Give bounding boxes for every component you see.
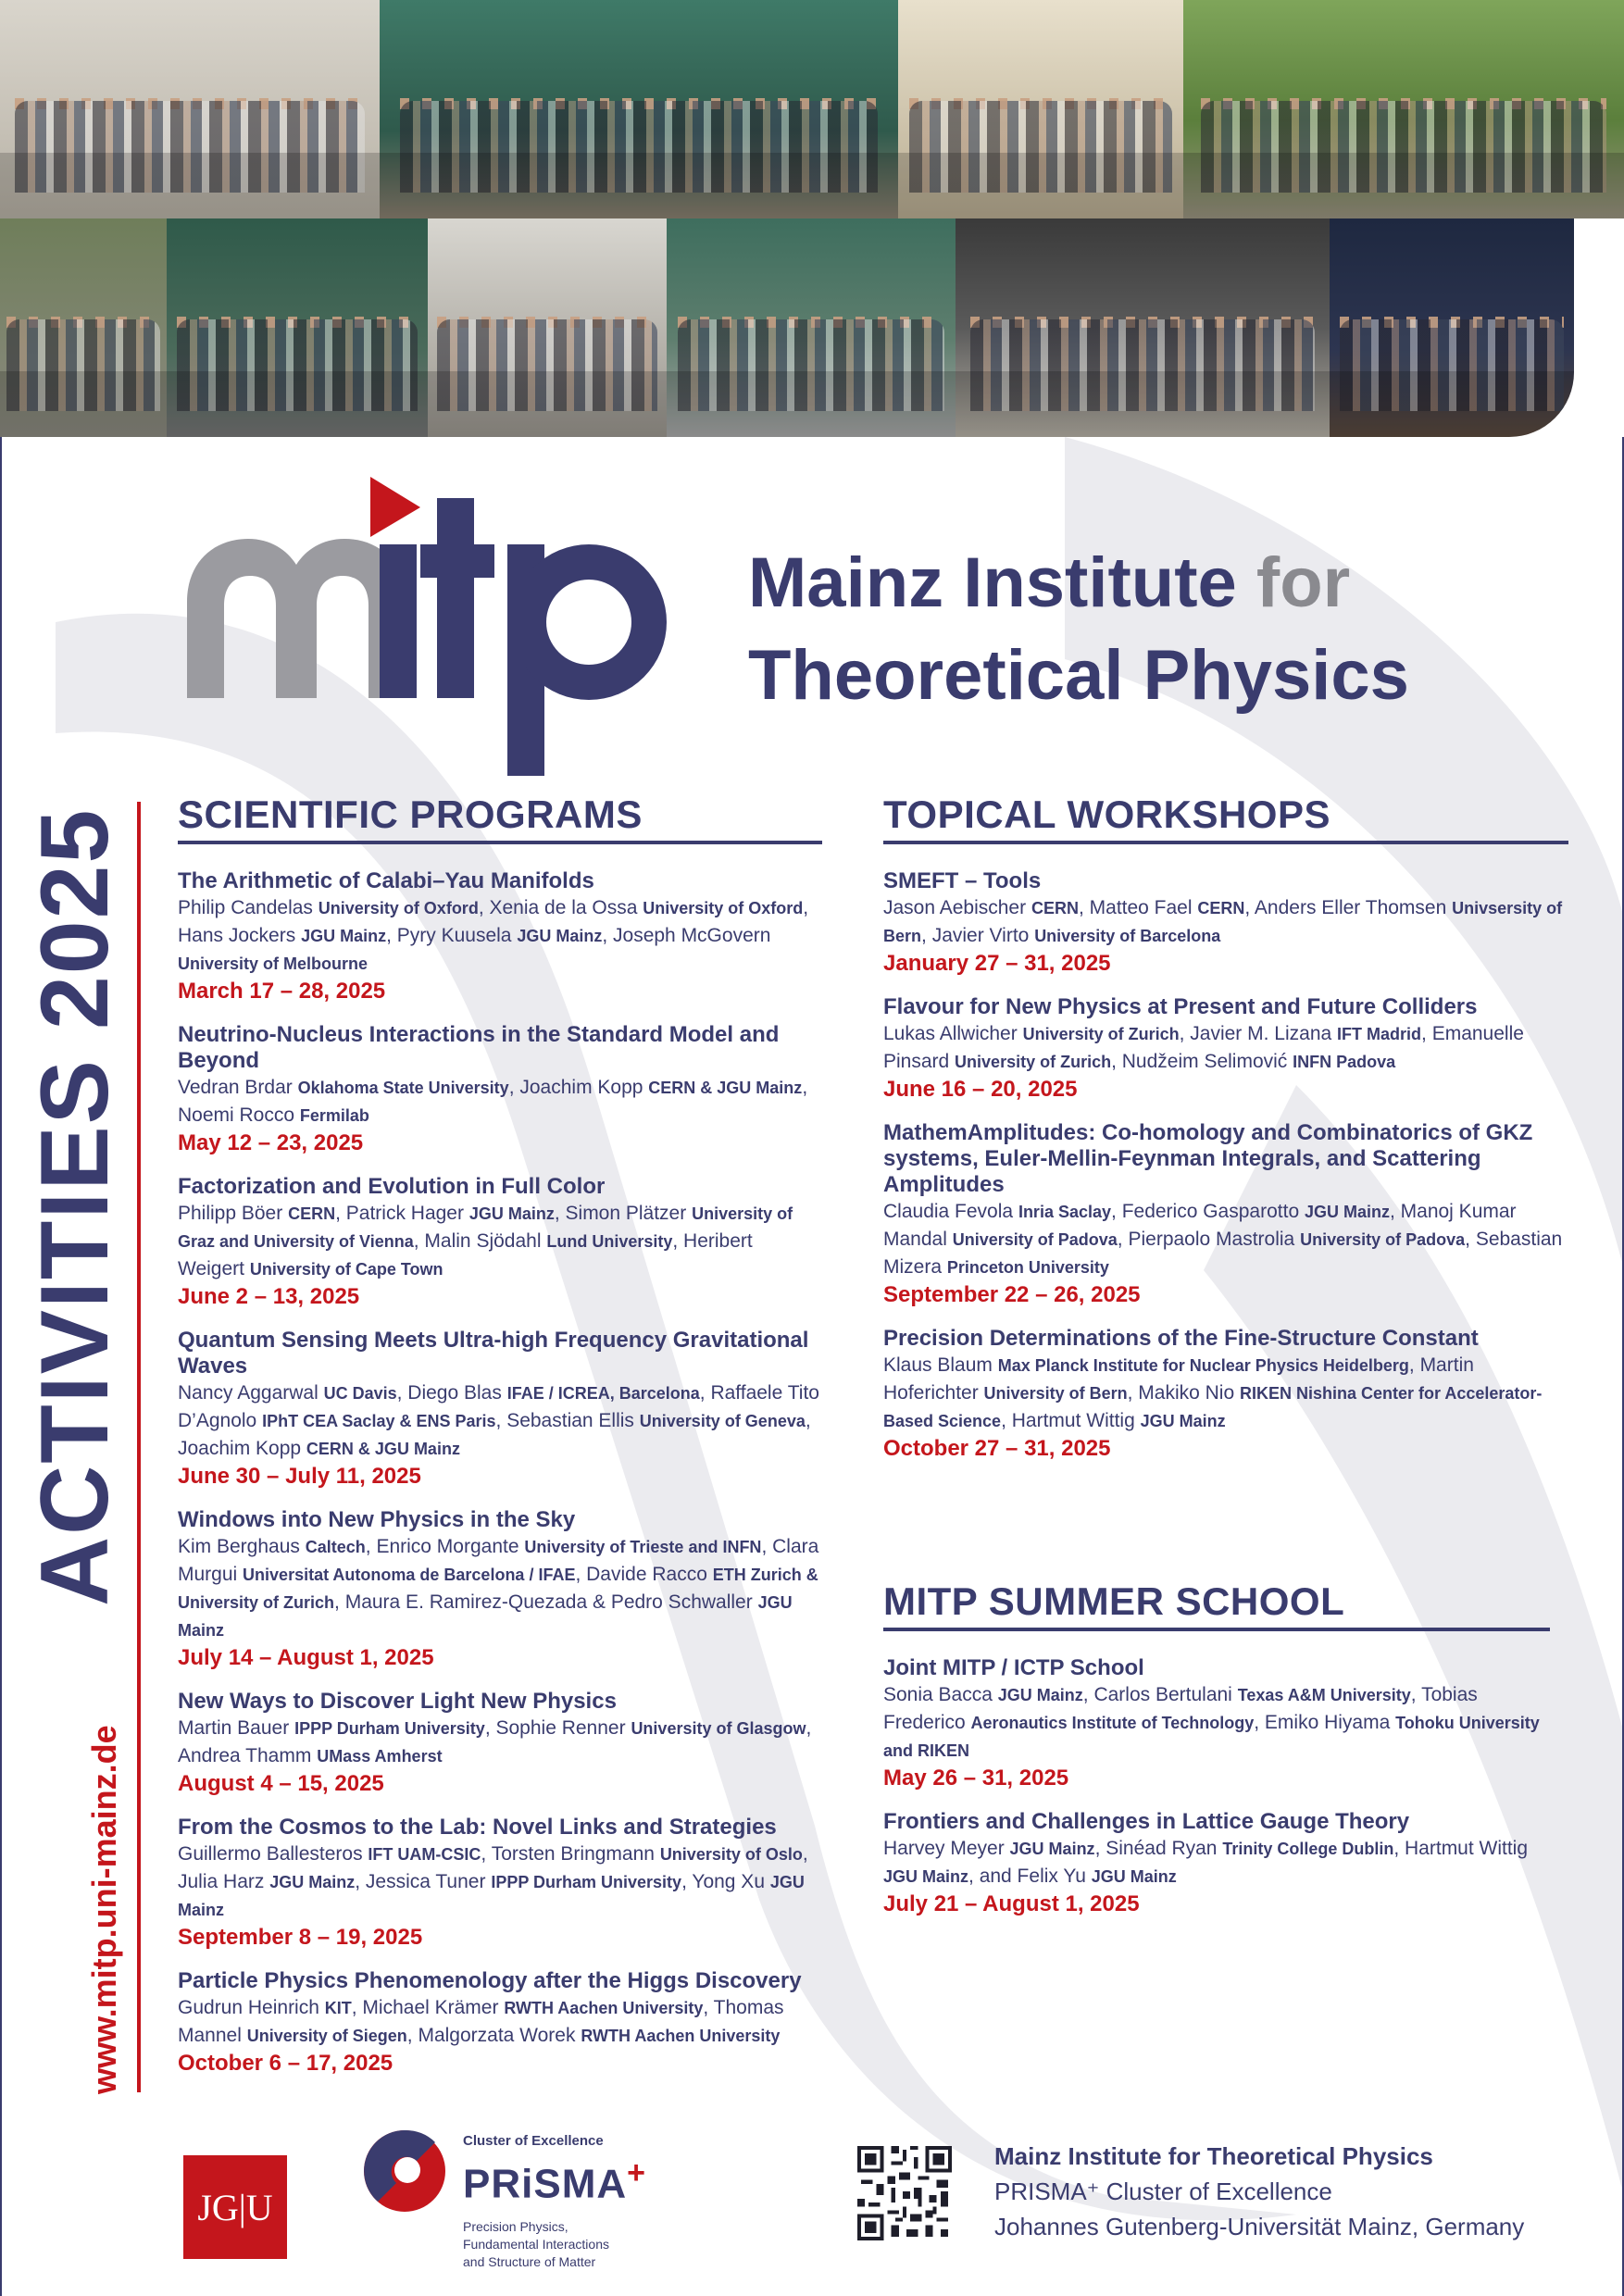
group-photo — [0, 218, 167, 437]
event-title: Precision Determinations of the Fine-Structure Constant — [883, 1326, 1479, 1351]
organizer-name: Noemi Rocco — [178, 1104, 295, 1126]
event-title: Factorization and Evolution in Full Color — [178, 1174, 606, 1199]
event-organizers: Jason Aebischer CERN, Matteo Fael CERN, Anders Eller Thomsen Univsersity of Bern, Javier Virto University of Barcelona — [883, 897, 1563, 946]
organizer-affiliation: Oklahoma State University — [297, 1079, 509, 1097]
organizer-name: Heribert Weigert — [178, 1230, 753, 1279]
organizer-affiliation: University of Oslo — [659, 1845, 803, 1864]
group-photo — [898, 0, 1183, 218]
organizer-affiliation: JGU Mainz — [1140, 1412, 1226, 1430]
organizer-name: Jason Aebischer — [883, 897, 1027, 918]
event-title: Joint MITP / ICTP School — [883, 1655, 1144, 1680]
organizer-name: Emiko Hiyama — [1264, 1712, 1391, 1733]
scientific-programs-section — [178, 792, 822, 2094]
prisma-logo-icon — [359, 2126, 450, 2216]
organizer-affiliation: JGU Mainz — [178, 1593, 793, 1640]
organizer-name: Klaus Blaum — [883, 1354, 993, 1376]
event-organizers: Gudrun Heinrich KIT, Michael Krämer RWTH Aachen University, Thomas Mannel University of Siegen, Malgorzata Worek RWTH Aachen University — [178, 1997, 784, 2046]
organizer-name: Joachim Kopp — [178, 1438, 302, 1459]
prisma-plus: + — [627, 2155, 646, 2190]
event-date: March 17 – 28, 2025 — [178, 979, 386, 1004]
organizer-name: Joseph McGovern — [613, 925, 771, 946]
organizer-affiliation: Caltech — [305, 1538, 366, 1556]
organizer-name: Malin Sjödahl — [424, 1230, 542, 1252]
organizer-affiliation: Inria Saclay — [1018, 1203, 1112, 1221]
organizer-name: Sebastian Mizera — [883, 1229, 1563, 1278]
summer-school-section — [883, 1579, 1550, 1935]
organizer-name: Clara Murgui — [178, 1536, 819, 1585]
organizer-affiliation: KIT — [324, 1999, 352, 2017]
organizer-affiliation: University of Glasgow — [631, 1719, 806, 1738]
organizer-name: Joachim Kopp — [519, 1077, 643, 1098]
event-item — [883, 1326, 1568, 1463]
event-title: Particle Physics Phenomenology after the Higgs Discovery — [178, 1968, 802, 1993]
footer-institute: Mainz Institute for Theoretical Physics — [994, 2142, 1433, 2170]
organizer-name: Maura E. Ramirez-Quezada & Pedro Schwaller — [344, 1591, 753, 1613]
event-organizers: Lukas Allwicher University of Zurich, Javier M. Lizana IFT Madrid, Emanuelle Pinsard University of Zurich, Nudžeim Selimović INFN Padova — [883, 1023, 1524, 1072]
organizer-affiliation: University of Oxford — [318, 899, 479, 917]
organizer-affiliation: University of Zurich — [1022, 1025, 1180, 1043]
organizer-name: Xenia de la Ossa — [489, 897, 638, 918]
organizer-affiliation: University of Oxford — [643, 899, 804, 917]
organizer-name: Manoj Kumar Mandal — [883, 1201, 1517, 1250]
organizer-affiliation: JGU Mainz — [1009, 1840, 1095, 1858]
organizer-name: Carlos Bertulani — [1093, 1684, 1232, 1705]
organizer-affiliation: JGU Mainz — [468, 1204, 555, 1223]
organizer-affiliation: Univsersity of Bern — [883, 899, 1563, 945]
organizer-affiliation: UC Davis — [323, 1384, 397, 1403]
footer-cluster: PRISMA⁺ Cluster of Excellence — [994, 2177, 1332, 2205]
mitp-logo — [187, 472, 687, 778]
title-main: Mainz Institute — [748, 543, 1237, 622]
event-title: Quantum Sensing Meets Ultra-high Frequency Gravitational Waves — [178, 1328, 809, 1379]
program-list — [178, 868, 822, 2078]
organizer-affiliation: IPPP Durham University — [294, 1719, 485, 1738]
event-title: New Ways to Discover Light New Physics — [178, 1689, 617, 1714]
event-date: May 26 – 31, 2025 — [883, 1766, 1069, 1791]
section-heading: MITP SUMMER SCHOOL — [883, 1579, 1550, 1631]
organizer-affiliation: Lund University — [546, 1232, 673, 1251]
organizer-affiliation: IFAE / ICREA, Barcelona — [506, 1384, 700, 1403]
organizer-name: Sophie Renner — [495, 1717, 626, 1739]
organizer-affiliation: Max Planck Institute for Nuclear Physics Heidelberg — [997, 1356, 1409, 1375]
organizer-affiliation: CERN & JGU Mainz — [306, 1440, 460, 1458]
organizer-name: Martin Bauer — [178, 1717, 290, 1739]
event-date: June 2 – 13, 2025 — [178, 1284, 360, 1309]
institute-title — [748, 537, 1409, 722]
organizer-name: Pierpaolo Mastrolia — [1128, 1229, 1295, 1250]
organizer-name: Nancy Aggarwal — [178, 1382, 319, 1404]
event-title: Flavour for New Physics at Present and Future Colliders — [883, 994, 1478, 1019]
photo-collage — [0, 0, 1624, 437]
organizer-name: Hans Jockers — [178, 925, 296, 946]
organizer-name: Enrico Morgante — [376, 1536, 519, 1557]
organizer-name: Lukas Allwicher — [883, 1023, 1018, 1044]
organizer-name: Guillermo Ballesteros — [178, 1843, 363, 1865]
website-link[interactable]: www.mitp.uni-mainz.de — [85, 1725, 123, 2094]
organizer-name: Gudrun Heinrich — [178, 1997, 319, 2018]
organizer-name: Javier Virto — [931, 925, 1030, 946]
organizer-name: Patrick Hager — [345, 1203, 464, 1224]
event-organizers: Harvey Meyer JGU Mainz, Sinéad Ryan Trinity College Dublin, Hartmut Wittig JGU Mainz, and Felix Yu JGU Mainz — [883, 1838, 1529, 1887]
group-photo — [428, 218, 667, 437]
organizer-affiliation: University of Graz and University of Vienna — [178, 1204, 793, 1251]
organizer-affiliation: Texas A&M University — [1237, 1686, 1411, 1704]
organizer-name: Philip Candelas — [178, 897, 313, 918]
event-date: August 4 – 15, 2025 — [178, 1771, 384, 1796]
organizer-name: Sonia Bacca — [883, 1684, 993, 1705]
topical-workshops-section — [883, 792, 1568, 1479]
prisma-name: PRiSMA — [463, 2161, 628, 2207]
sidebar-red-line — [137, 802, 141, 2092]
event-item — [178, 1022, 822, 1157]
footer-university: Johannes Gutenberg-Universität Mainz, Germany — [994, 2213, 1525, 2240]
event-title: Frontiers and Challenges in Lattice Gauge Theory — [883, 1809, 1410, 1834]
organizer-affiliation: IPhT CEA Saclay & ENS Paris — [262, 1412, 496, 1430]
organizer-name: Sinéad Ryan — [1106, 1838, 1218, 1859]
event-title: Neutrino-Nucleus Interactions in the Standard Model and Beyond — [178, 1022, 780, 1073]
group-photo — [0, 0, 380, 218]
event-item — [883, 868, 1568, 978]
organizer-name: Michael Krämer — [362, 1997, 499, 2018]
organizer-affiliation: JGU Mainz — [883, 1867, 969, 1886]
organizer-name: Diego Blas — [407, 1382, 502, 1404]
organizer-name: Anders Eller Thomsen — [1254, 897, 1447, 918]
organizer-name: Emanuelle Pinsard — [883, 1023, 1524, 1072]
prisma-text — [463, 2133, 646, 2271]
group-photo — [1183, 0, 1624, 218]
group-photo — [956, 218, 1330, 437]
organizer-affiliation: University of Siegen — [246, 2027, 407, 2045]
organizer-name: Thomas Mannel — [178, 1997, 784, 2046]
organizer-affiliation: University of Geneva — [639, 1412, 806, 1430]
organizer-name: Davide Racco — [586, 1564, 707, 1585]
organizer-affiliation: JGU Mainz — [301, 927, 387, 945]
organizer-name: Kim Berghaus — [178, 1536, 300, 1557]
event-title: The Arithmetic of Calabi–Yau Manifolds — [178, 868, 594, 893]
organizer-affiliation: CERN — [1197, 899, 1245, 917]
organizer-name: Julia Harz — [178, 1871, 265, 1892]
workshop-list — [883, 868, 1568, 1463]
event-organizers: Philip Candelas University of Oxford, Xenia de la Ossa University of Oxford, Hans Jockers JGU Mainz, Pyry Kuusela JGU Mainz, Joseph McGovern University of Melbourne — [178, 897, 809, 973]
organizer-name: Hartmut Wittig — [1405, 1838, 1529, 1859]
organizer-affiliation: CERN — [1031, 899, 1079, 917]
event-date: January 27 – 31, 2025 — [883, 951, 1111, 976]
organizer-affiliation: CERN — [288, 1204, 336, 1223]
organizer-affiliation: Aeronautics Institute of Technology — [970, 1714, 1255, 1732]
event-organizers: Claudia Fevola Inria Saclay, Federico Gasparotto JGU Mainz, Manoj Kumar Mandal University of Padova, Pierpaolo Mastrolia University of Padova, Sebastian Mizera Princeton University — [883, 1201, 1563, 1278]
organizer-affiliation: University of Bern — [983, 1384, 1128, 1403]
qr-code[interactable] — [857, 2146, 952, 2240]
organizer-name: Philipp Böer — [178, 1203, 283, 1224]
group-photo — [667, 218, 956, 437]
event-organizers: Philipp Böer CERN, Patrick Hager JGU Mainz, Simon Plätzer University of Graz and University of Vienna, Malin Sjödahl Lund University, Heribert Weigert University of Cape Town — [178, 1203, 793, 1279]
event-date: October 6 – 17, 2025 — [178, 2051, 394, 2076]
section-heading: SCIENTIFIC PROGRAMS — [178, 792, 822, 844]
jgu-logo: JG|U — [183, 2155, 287, 2259]
organizer-name: and Felix Yu — [979, 1866, 1086, 1887]
event-date: July 21 – August 1, 2025 — [883, 1891, 1140, 1916]
organizer-affiliation: RWTH Aachen University — [581, 2027, 781, 2045]
event-organizers: Sonia Bacca JGU Mainz, Carlos Bertulani Texas A&M University, Tobias Frederico Aeronautics Institute of Technology, Emiko Hiyama Tohoku University and RIKEN — [883, 1684, 1540, 1760]
frame-border-left — [0, 437, 2, 2296]
organizer-name: Raffaele Tito D’Agnolo — [178, 1382, 819, 1431]
organizer-affiliation: University of Barcelona — [1034, 927, 1221, 945]
organizer-affiliation: IFT Madrid — [1337, 1025, 1422, 1043]
event-date: October 27 – 31, 2025 — [883, 1436, 1111, 1461]
organizer-affiliation: Princeton University — [946, 1258, 1109, 1277]
event-item — [883, 1120, 1568, 1309]
organizer-name: Hartmut Wittig — [1011, 1410, 1135, 1431]
organizer-affiliation: University of Cape Town — [249, 1260, 443, 1279]
prisma-tagline: Precision Physics, — [463, 2218, 568, 2234]
organizer-affiliation: University of Melbourne — [178, 955, 369, 973]
event-date: June 30 – July 11, 2025 — [178, 1464, 421, 1489]
event-item — [178, 1689, 822, 1798]
event-title: MathemAmplitudes: Co-homology and Combinatorics of GKZ systems, Euler-Mellin-Feynman Integrals, and Scattering Amplitudes — [883, 1120, 1533, 1197]
event-organizers: Vedran Brdar Oklahoma State University, Joachim Kopp CERN & JGU Mainz, Noemi Rocco Fermilab — [178, 1077, 808, 1126]
organizer-affiliation: JGU Mainz — [517, 927, 603, 945]
organizer-name: Nudžeim Selimović — [1121, 1051, 1288, 1072]
organizer-name: Malgorzata Worek — [418, 2025, 576, 2046]
event-item — [178, 1174, 822, 1311]
organizer-name: Yong Xu — [692, 1871, 765, 1892]
prisma-cluster-label: Cluster of Excellence — [463, 2133, 604, 2149]
organizer-name: Claudia Fevola — [883, 1201, 1014, 1222]
event-item — [883, 1655, 1550, 1792]
event-date: September 8 – 19, 2025 — [178, 1925, 423, 1950]
organizer-affiliation: CERN & JGU Mainz — [648, 1079, 803, 1097]
organizer-name: Torsten Bringmann — [491, 1843, 655, 1865]
organizer-affiliation: University of Zurich — [955, 1053, 1112, 1071]
group-photo — [1330, 218, 1574, 437]
organizer-affiliation: JGU Mainz — [1091, 1867, 1177, 1886]
organizer-name: Harvey Meyer — [883, 1838, 1005, 1859]
organizer-affiliation: IPPP Durham University — [491, 1873, 682, 1891]
organizer-affiliation: JGU Mainz — [269, 1873, 356, 1891]
prisma-tagline: and Structure of Matter — [463, 2253, 596, 2269]
organizer-name: Simon Plätzer — [565, 1203, 687, 1224]
organizer-affiliation: University of Padova — [1300, 1230, 1466, 1249]
event-date: July 14 – August 1, 2025 — [178, 1645, 434, 1670]
organizer-name: Pyry Kuusela — [396, 925, 512, 946]
footer-address — [994, 2139, 1524, 2244]
organizer-affiliation: JGU Mainz — [178, 1873, 805, 1919]
event-organizers: Kim Berghaus Caltech, Enrico Morgante University of Trieste and INFN, Clara Murgui Universitat Autonoma de Barcelona / IFAE, Davide Racco ETH Zurich & University of Zurich, Maura E. Ramirez-Quezada & Pedro Schwaller JGU Mainz — [178, 1536, 819, 1640]
organizer-name: Makiko Nio — [1138, 1382, 1235, 1404]
group-photo — [380, 0, 898, 218]
event-date: September 22 – 26, 2025 — [883, 1282, 1141, 1307]
event-item — [178, 1968, 822, 2078]
organizer-name: Andrea Thamm — [178, 1745, 312, 1766]
event-date: May 12 – 23, 2025 — [178, 1130, 364, 1155]
event-item — [883, 1809, 1550, 1918]
organizer-name: Javier M. Lizana — [1190, 1023, 1332, 1044]
event-organizers: Nancy Aggarwal UC Davis, Diego Blas IFAE / ICREA, Barcelona, Raffaele Tito D’Agnolo IPhT CEA Saclay & ENS Paris, Sebastian Ellis University of Geneva, Joachim Kopp CERN & JGU Mainz — [178, 1382, 819, 1459]
organizer-affiliation: JGU Mainz — [997, 1686, 1083, 1704]
school-list — [883, 1655, 1550, 1918]
organizer-name: Federico Gasparotto — [1121, 1201, 1300, 1222]
event-item — [178, 1507, 822, 1672]
organizer-affiliation: INFN Padova — [1293, 1053, 1396, 1071]
organizer-affiliation: JGU Mainz — [1304, 1203, 1390, 1221]
organizer-name: Matteo Fael — [1089, 897, 1193, 918]
event-organizers: Klaus Blaum Max Planck Institute for Nuclear Physics Heidelberg, Martin Hoferichter University of Bern, Makiko Nio RIKEN Nishina Center for Accelerator-Based Science, Hartmut Wittig JGU Mainz — [883, 1354, 1543, 1431]
organizer-affiliation: ETH Zurich & University of Zurich — [178, 1566, 818, 1612]
section-heading: TOPICAL WORKSHOPS — [883, 792, 1568, 844]
title-for: for — [1255, 543, 1351, 622]
organizer-affiliation: UMass Amherst — [317, 1747, 443, 1766]
organizer-affiliation: RWTH Aachen University — [504, 1999, 704, 2017]
activities-year-label: ACTIVITIES 2025 — [21, 807, 129, 1606]
organizer-affiliation: Trinity College Dublin — [1222, 1840, 1394, 1858]
organizer-name: Sebastian Ellis — [506, 1410, 634, 1431]
event-title: SMEFT – Tools — [883, 868, 1042, 893]
organizer-affiliation: Universitat Autonoma de Barcelona / IFAE — [243, 1566, 576, 1584]
organizer-affiliation: RIKEN Nishina Center for Accelerator-Based Science — [883, 1384, 1543, 1430]
organizer-name: Jessica Tuner — [365, 1871, 486, 1892]
event-item — [883, 994, 1568, 1104]
title-line2: Theoretical Physics — [748, 636, 1409, 715]
event-item — [178, 1815, 822, 1952]
organizer-affiliation: Fermilab — [299, 1106, 369, 1125]
organizer-affiliation: Tohoku University and RIKEN — [883, 1714, 1540, 1760]
organizer-name: Martin Hoferichter — [883, 1354, 1474, 1404]
organizer-affiliation: University of Padova — [952, 1230, 1118, 1249]
event-item — [178, 868, 822, 1005]
event-item — [178, 1328, 822, 1491]
group-photo — [167, 218, 428, 437]
prisma-tagline: Fundamental Interactions — [463, 2236, 609, 2252]
organizer-name: Tobias Frederico — [883, 1684, 1478, 1733]
event-title: Windows into New Physics in the Sky — [178, 1507, 576, 1532]
organizer-affiliation: University of Trieste and INFN — [524, 1538, 762, 1556]
organizer-name: Vedran Brdar — [178, 1077, 293, 1098]
event-organizers: Martin Bauer IPPP Durham University, Sophie Renner University of Glasgow, Andrea Thamm UMass Amherst — [178, 1717, 812, 1766]
organizer-affiliation: IFT UAM-CSIC — [368, 1845, 481, 1864]
event-date: June 16 – 20, 2025 — [883, 1077, 1078, 1102]
event-organizers: Guillermo Ballesteros IFT UAM-CSIC, Torsten Bringmann University of Oslo, Julia Harz JGU Mainz, Jessica Tuner IPPP Durham University, Yong Xu JGU Mainz — [178, 1843, 808, 1919]
event-title: From the Cosmos to the Lab: Novel Links and Strategies — [178, 1815, 777, 1840]
